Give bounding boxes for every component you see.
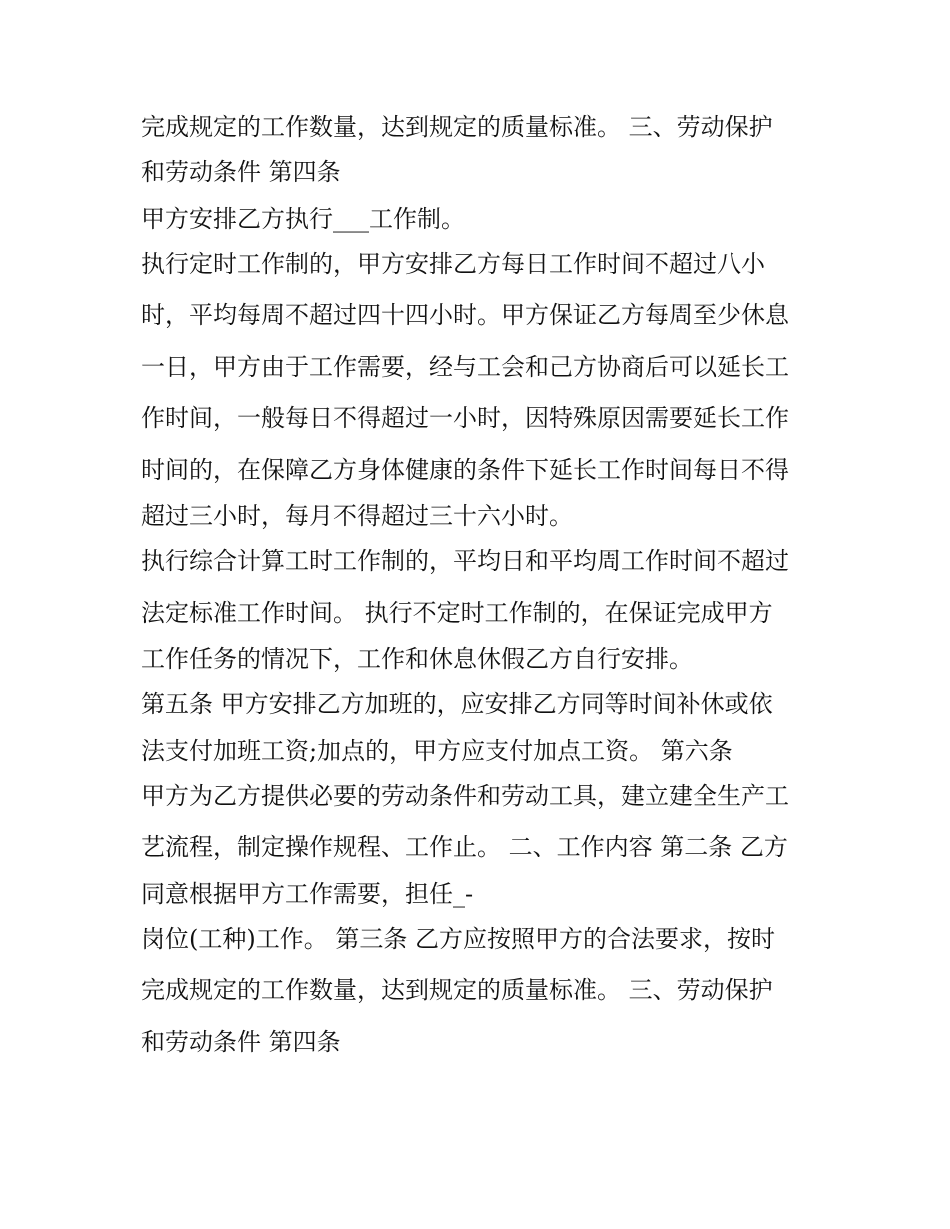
text-line: 执行定时工作制的，甲方安排乙方每日工作时间不超过八小	[141, 249, 765, 278]
text-line: 和劳动条件 第四条	[141, 1027, 341, 1056]
text-line: 一日，甲方由于工作需要，经与工会和己方协商后可以延长工	[141, 352, 789, 381]
text-line: 和劳动条件 第四条	[141, 158, 341, 186]
text-line: 法支付加班工资;加点的，甲方应支付加点工资。 第六条	[141, 736, 733, 765]
text-line: 甲方为乙方提供必要的劳动条件和劳动工具，建立建全生产工	[141, 781, 789, 810]
text-line: 甲方安排乙方执行___工作制。	[141, 204, 465, 233]
text-line: 岗位(工种)工作。 第三条 乙方应按照甲方的合法要求，按时	[141, 924, 775, 953]
text-line: 超过三小时，每月不得超过三十六小时。	[141, 502, 573, 530]
contract-text	[141, 107, 821, 1068]
text-line: 作时间，一般每日不得超过一小时，因特殊原因需要延长工作	[141, 404, 789, 432]
text-line: 第五条 甲方安排乙方加班的，应安排乙方同等时间补休或依	[141, 690, 773, 718]
text-line: 同意根据甲方工作需要，担任_-	[141, 879, 474, 908]
text-line: 完成规定的工作数量，达到规定的质量标准。 三、劳动保护	[141, 113, 773, 141]
text-line: 完成规定的工作数量，达到规定的质量标准。 三、劳动保护	[141, 976, 773, 1004]
text-line: 时，平均每周不超过四十四小时。甲方保证乙方每周至少休息	[141, 301, 789, 329]
text-line: 执行综合计算工时工作制的，平均日和平均周工作时间不超过	[141, 547, 789, 575]
text-line: 艺流程，制定操作规程、工作止。 二、工作内容 第二条 乙方	[141, 833, 788, 861]
text-line: 工作任务的情况下，工作和休息休假乙方自行安排。	[141, 645, 693, 673]
text-line: 法定标准工作时间。 执行不定时工作制的，在保证完成甲方	[141, 598, 773, 627]
text-line: 时间的，在保障乙方身体健康的条件下延长工作时间每日不得	[141, 455, 789, 484]
